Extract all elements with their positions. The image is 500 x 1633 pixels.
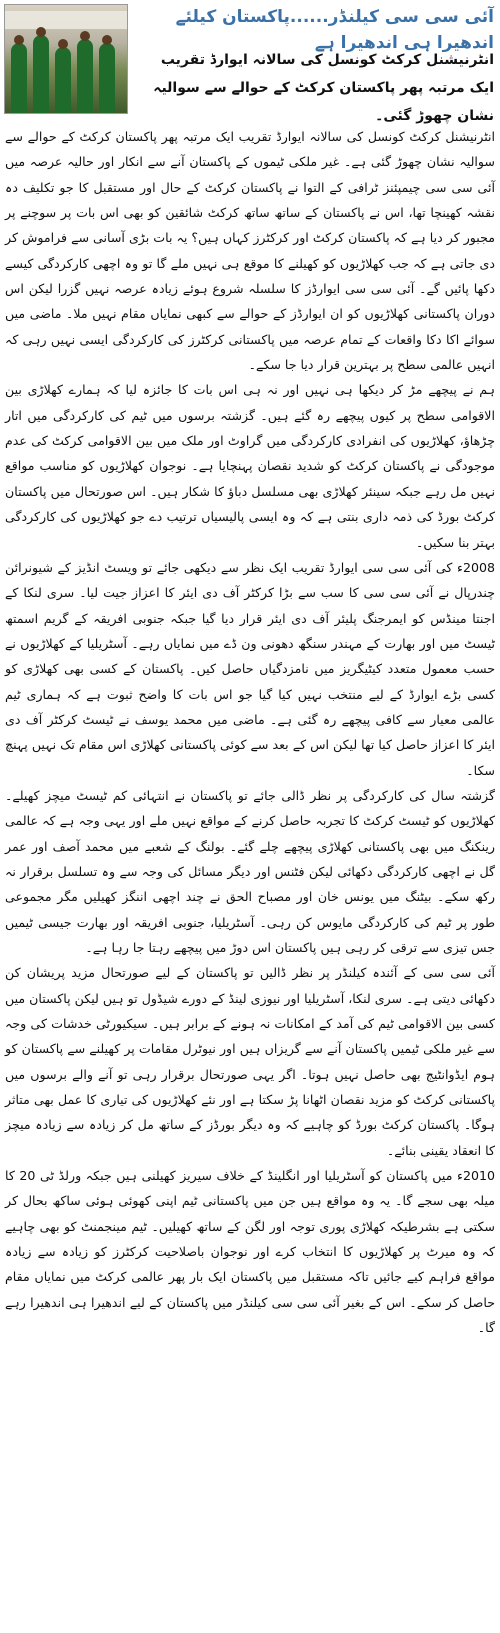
article-paragraph: 2010ء میں پاکستان کو آسٹریلیا اور انگلینڈ کے خلاف سیریز کھیلنی ہیں جبکہ ورلڈ ٹی 20 کا میلہ بھی سجے گا۔ یہ وہ مواقع ہیں جن میں پاکستانی ٹیم اپنی کھوئی ہوئی ساکھ بحال کر سکتی ہے بشرطیکہ کھلاڑی پوری توجہ اور لگن کے ساتھ کھیلیں۔ ٹیم مینجمنٹ کو بھی چاہیے کہ وہ میرٹ پر کھلاڑیوں کا انتخاب کرے اور نوجوان باصلاحیت کرکٹرز کو زیادہ سے زیادہ مواقع فراہم کیے جائیں تاکہ مستقبل میں پاکستان ایک بار پھر عالمی کرکٹ میں نمایاں مقام حاصل کر سکے۔ اس کے بغیر آئی سی سی کیلنڈر میں پاکستان کے لیے اندھیرا ہی اندھیرا رہے گا۔ bbox=[5, 1168, 495, 1336]
article-body bbox=[5, 124, 495, 1341]
player-head bbox=[102, 35, 112, 45]
player-figure bbox=[55, 47, 71, 113]
article-paragraph: 2008ء کی آئی سی سی ایوارڈ تقریب ایک نظر سے دیکھی جائے تو ویسٹ انڈیز کے شیونرائن چندرپال نے آئی سی سی کا سب سے بڑا کرکٹر آف دی ایئر کا اعزاز جیت لیا۔ سری لنکا کے اجنتا مینڈس کو ایمرجنگ پلیئر آف دی ایئر قرار دیا گیا جبکہ جنوبی افریقہ کے گریم اسمتھ ٹیسٹ میں اور بھارت کے مہندر سنگھ دھونی ون ڈے میں نمایاں رہے۔ آسٹریلیا کے کھلاڑیوں نے حسب معمول متعدد کیٹیگریز میں نامزدگیاں حاصل کیں۔ پاکستان کے کسی بھی کھلاڑی کو کسی بڑے ایوارڈ کے لیے منتخب نہیں کیا گیا جو اس بات کا واضح ثبوت ہے کہ ہماری ٹیم عالمی معیار سے کافی پیچھے رہ گئی ہے۔ ماضی میں محمد یوسف نے ٹیسٹ کرکٹر آف دی ایئر کا اعزاز حاصل کیا تھا لیکن اس کے بعد سے کوئی پاکستانی کھلاڑی اس مقام تک نہیں پہنچ سکا۔ bbox=[5, 559, 495, 778]
photo-banner bbox=[5, 11, 127, 29]
article-paragraph: آئی سی سی کے آئندہ کیلنڈر پر نظر ڈالیں تو پاکستان کے لیے صورتحال مزید پریشان کن دکھائی دیتی ہے۔ سری لنکا، آسٹریلیا اور نیوزی لینڈ کے دورے شیڈول تو ہیں لیکن پاکستان میں کسی بین الاقوامی ٹیم کی آمد کے امکانات نہ ہونے کے برابر ہیں۔ سیکیورٹی خدشات کی وجہ سے غیر ملکی ٹیمیں پاکستان آنے سے گریزاں ہیں اور نیوٹرل مقامات پر کھیلنے سے پاکستان کو ہوم ایڈوانٹیج بھی حاصل نہیں ہوتا۔ اگر یہی صورتحال برقرار رہی تو آنے والے برسوں میں پاکستانی کرکٹ کو مزید نقصان اٹھانا پڑ سکتا ہے اور نئے کھلاڑیوں کی تیاری کا عمل بھی متاثر ہوگا۔ پاکستان کرکٹ بورڈ کو چاہیے کہ وہ دیگر بورڈز کے ساتھ مل کر زیادہ سے زیادہ میچز کا انعقاد یقینی بنائے۔ bbox=[5, 965, 495, 1158]
article-paragraph: انٹرنیشنل کرکٹ کونسل کی سالانہ ایوارڈ تقریب ایک مرتبہ پھر پاکستان کرکٹ کے حوالے سے سوالیہ نشان چھوڑ گئی ہے۔ غیر ملکی ٹیموں کے پاکستان آنے سے انکار اور حالیہ عرصہ میں آئی سی سی چیمپئنز ٹرافی کے التوا نے پاکستان کرکٹ کے حال اور مستقبل کا جو تکلیف دہ نقشہ کھینچا تھا، اس نے پاکستان کے ساتھ ساتھ کرکٹ شائقین کو بھی اس بات پر سوچنے پر مجبور کر دیا ہے کہ پاکستان کرکٹ اور کرکٹرز کہاں ہیں؟ یہ بات بڑی آسانی سے فراموش کر دی جاتی ہے کہ جب کھلاڑیوں کو کھیلنے کا موقع ہی نہیں ملے گا تو وہ اچھی کارکردگی کیسے دکھا پائیں گے۔ آئی سی سی ایوارڈز کا سلسلہ شروع ہوئے زیادہ عرصہ نہیں گزرا لیکن اس دوران پاکستانی کھلاڑیوں کو ان ایوارڈز کے حوالے سے کبھی نمایاں مقام نہیں ملا۔ ماضی میں سوائے اکا دکا واقعات کے تمام عرصہ میں پاکستانی کرکٹرز کی کارکردگی ایسی نہیں رہی کہ انہیں عالمی سطح پر بہترین قرار دیا جا سکے۔ bbox=[5, 129, 495, 373]
player-head bbox=[14, 35, 24, 45]
article-title: آئی سی سی کیلنڈر......پاکستان کیلئے اندھیرا ہی اندھیرا ہے bbox=[175, 7, 494, 53]
player-figure bbox=[33, 35, 49, 113]
player-head bbox=[80, 31, 90, 41]
article-paragraph: گزشتہ سال کی کارکردگی پر نظر ڈالی جائے تو پاکستان نے انتہائی کم ٹیسٹ میچز کھیلے۔ کھلاڑیوں کو ٹیسٹ کرکٹ کا تجربہ حاصل کرنے کے مواقع نہیں ملے اور یہی وجہ ہے کہ عالمی رینکنگ میں بھی پاکستانی کھلاڑی پیچھے چلے گئے۔ بولنگ کے شعبے میں محمد آصف اور عمر گل نے اچھی کارکردگی دکھائی لیکن فٹنس اور دیگر مسائل کی وجہ سے وہ تسلسل برقرار نہ رکھ سکے۔ بیٹنگ میں یونس خان اور مصباح الحق نے چند اچھی اننگز کھیلیں مگر مجموعی طور پر ٹیم کی کارکردگی مایوس کن رہی۔ آسٹریلیا، جنوبی افریقہ اور بھارت جیسی ٹیمیں جس تیزی سے ترقی کر رہی ہیں پاکستان اس دوڑ میں پیچھے رہتا جا رہا ہے۔ bbox=[5, 787, 495, 955]
article-lede: انٹرنیشنل کرکٹ کونسل کی سالانہ ایوارڈ تقریب ایک مرتبہ پھر پاکستان کرکٹ کے حوالے سے سوالیہ نشان چھوڑ گئی۔ bbox=[153, 52, 494, 124]
player-figure bbox=[11, 43, 27, 113]
article-paragraph: ہم نے پیچھے مڑ کر دیکھا ہی نہیں اور نہ ہی اس بات کا جائزہ لیا کہ ہمارے کھلاڑی بین الاقوامی سطح پر کیوں پیچھے رہ گئے ہیں۔ گزشتہ برسوں میں ٹیم کی کارکردگی میں اتار چڑھاؤ، کھلاڑیوں کی انفرادی کارکردگی میں گراوٹ اور ملک میں بین الاقوامی کرکٹ کی عدم موجودگی نے پاکستان کرکٹ کو شدید نقصان پہنچایا ہے۔ نوجوان کھلاڑیوں کو مناسب مواقع نہیں مل رہے جبکہ سینئر کھلاڑی بھی مسلسل دباؤ کا شکار ہیں۔ اس صورتحال میں پاکستان کرکٹ بورڈ کی ذمہ داری بنتی ہے کہ وہ ایسی پالیسیاں ترتیب دے جو کھلاڑیوں کی کارکردگی بہتر بنا سکیں۔ bbox=[5, 382, 495, 550]
player-figure bbox=[99, 43, 115, 113]
player-head bbox=[58, 39, 68, 49]
player-head bbox=[36, 27, 46, 37]
team-photo bbox=[4, 4, 128, 114]
article-header bbox=[0, 0, 500, 124]
player-figure bbox=[77, 39, 93, 113]
